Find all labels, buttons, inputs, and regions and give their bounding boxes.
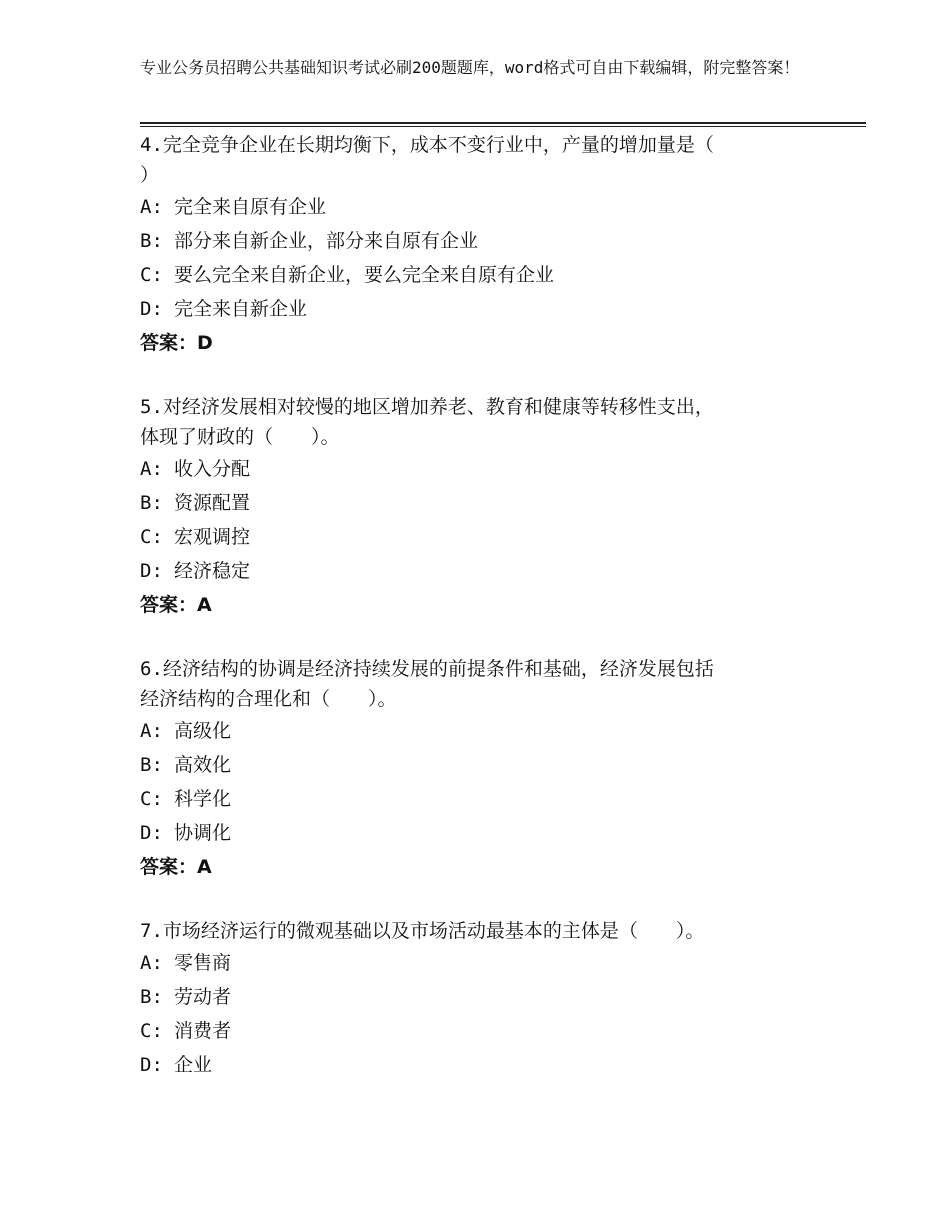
option-text: 协调化 xyxy=(174,822,232,844)
question-stem-line: 5.对经济发展相对较慢的地区增加养老、教育和健康等转移性支出， xyxy=(140,396,714,418)
question-stem xyxy=(140,392,860,452)
option-text: 资源配置 xyxy=(174,492,251,514)
option-text: 消费者 xyxy=(174,1020,232,1042)
question-4 xyxy=(140,130,860,360)
option-a xyxy=(140,946,860,980)
option-text: 完全来自新企业 xyxy=(174,298,308,320)
option-letter: D: xyxy=(140,1054,163,1076)
option-letter: B: xyxy=(140,754,163,776)
option-a xyxy=(140,452,860,486)
option-c xyxy=(140,258,860,292)
answer-line: 答案：A xyxy=(140,856,212,878)
option-d xyxy=(140,292,860,326)
option-c xyxy=(140,520,860,554)
option-letter: A: xyxy=(140,458,163,480)
question-6 xyxy=(140,654,860,884)
option-text: 高级化 xyxy=(174,720,232,742)
answer-line: 答案：D xyxy=(140,332,213,354)
question-stem-line: 经济结构的合理化和（ ）。 xyxy=(140,688,397,710)
header-rule-thin xyxy=(140,126,866,127)
option-letter: A: xyxy=(140,196,163,218)
option-text: 零售商 xyxy=(174,952,232,974)
question-7 xyxy=(140,916,860,1082)
question-5 xyxy=(140,392,860,622)
option-text: 宏观调控 xyxy=(174,526,251,548)
option-letter: B: xyxy=(140,492,163,514)
question-stem xyxy=(140,654,860,714)
option-b xyxy=(140,224,860,258)
question-stem-line: 4.完全竞争企业在长期均衡下，成本不变行业中，产量的增加量是（ xyxy=(140,134,714,156)
question-list xyxy=(140,130,860,1114)
option-text: 要么完全来自新企业，要么完全来自原有企业 xyxy=(174,264,555,286)
option-text: 部分来自新企业，部分来自原有企业 xyxy=(174,230,479,252)
question-stem-line: 7.市场经济运行的微观基础以及市场活动最基本的主体是（ ）。 xyxy=(140,920,705,942)
option-text: 劳动者 xyxy=(174,986,232,1008)
option-d xyxy=(140,554,860,588)
option-a xyxy=(140,190,860,224)
option-letter: C: xyxy=(140,264,163,286)
option-d xyxy=(140,1048,860,1082)
option-letter: A: xyxy=(140,720,163,742)
question-stem xyxy=(140,916,860,946)
option-letter: D: xyxy=(140,298,163,320)
option-b xyxy=(140,748,860,782)
option-letter: A: xyxy=(140,952,163,974)
option-letter: C: xyxy=(140,1020,163,1042)
answer-line: 答案：A xyxy=(140,594,212,616)
option-letter: B: xyxy=(140,986,163,1008)
option-b xyxy=(140,980,860,1014)
question-stem xyxy=(140,130,860,190)
option-text: 企业 xyxy=(174,1054,213,1076)
option-letter: D: xyxy=(140,560,163,582)
option-text: 科学化 xyxy=(174,788,232,810)
document-header: 专业公务员招聘公共基础知识考试必刷200题题库，word格式可自由下载编辑，附完整答案！ xyxy=(140,58,800,77)
question-stem-line: 体现了财政的（ ）。 xyxy=(140,426,340,448)
question-stem-line: ） xyxy=(140,164,160,186)
option-c xyxy=(140,782,860,816)
question-stem-line: 6.经济结构的协调是经济持续发展的前提条件和基础，经济发展包括 xyxy=(140,658,714,680)
option-b xyxy=(140,486,860,520)
option-c xyxy=(140,1014,860,1048)
option-text: 收入分配 xyxy=(174,458,251,480)
option-letter: C: xyxy=(140,526,163,548)
option-a xyxy=(140,714,860,748)
option-letter: C: xyxy=(140,788,163,810)
header-rule-thick xyxy=(140,122,866,124)
option-text: 高效化 xyxy=(174,754,232,776)
option-letter: B: xyxy=(140,230,163,252)
option-text: 完全来自原有企业 xyxy=(174,196,327,218)
option-text: 经济稳定 xyxy=(174,560,251,582)
option-letter: D: xyxy=(140,822,163,844)
option-d xyxy=(140,816,860,850)
